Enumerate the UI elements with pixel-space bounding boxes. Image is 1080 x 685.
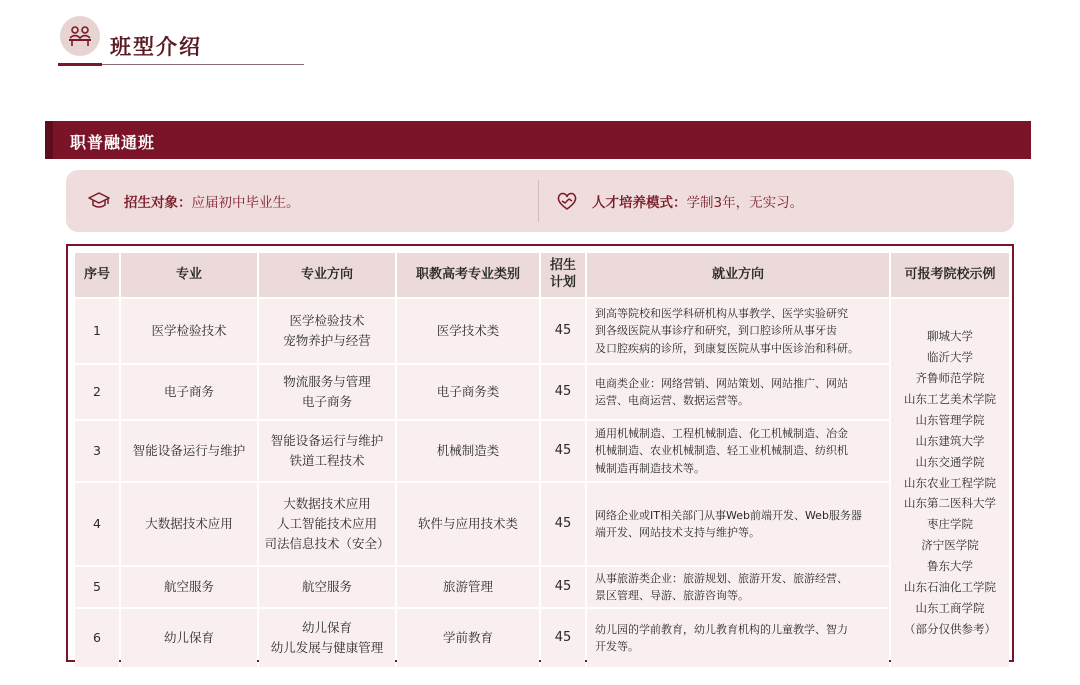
enrollment-target [88, 190, 300, 212]
heart-hands-icon [556, 190, 578, 212]
section-header [58, 14, 304, 70]
exam-category: 旅游管理 [397, 567, 539, 607]
major-directions [259, 483, 395, 565]
header-enrollment-plan-text [547, 258, 579, 292]
major-name: 航空服务 [121, 567, 257, 607]
banner-marker [45, 121, 53, 159]
exam-category: 机械制造类 [397, 421, 539, 481]
exam-category: 电子商务类 [397, 365, 539, 419]
employment-line: 景区管理、导游、旅游咨询等。 [595, 589, 749, 602]
employment-line: 电商类企业：网络营销、网站策划、网站推广、网站 [595, 376, 848, 390]
employment-direction [587, 483, 889, 565]
employment-direction [587, 299, 889, 363]
header-plan-line: 计划 [549, 275, 576, 290]
college-name: 临沂大学 [927, 350, 973, 364]
target-value: 应届初中毕业生。 [191, 195, 300, 211]
major-directions [259, 609, 395, 667]
direction-line: 宠物养护与经营 [283, 333, 371, 348]
table-row [75, 483, 1009, 565]
majors-table [73, 251, 1011, 669]
header-enrollment-plan [541, 253, 585, 297]
exam-category: 医学技术类 [397, 299, 539, 363]
employment-line: 运营、电商运营、数据运营等。 [595, 394, 749, 407]
training-mode [556, 190, 803, 212]
page-title: 班型介绍 [110, 35, 202, 59]
direction-line: 铁道工程技术 [289, 453, 365, 468]
employment-line: 从事旅游类企业：旅游规划、旅游开发、旅游经营、 [595, 571, 848, 585]
employment-line: 到高等院校和医学科研机构从事教学、医学实验研究 [595, 307, 848, 321]
header-exam-category: 职教高考专业类别 [397, 253, 539, 297]
exam-category: 软件与应用技术类 [397, 483, 539, 565]
table-row [75, 421, 1009, 481]
college-name: 济宁医学院 [921, 538, 979, 553]
college-name: （部分仅供参考） [904, 621, 996, 636]
enrollment-plan: 45 [541, 365, 585, 419]
exam-category: 学前教育 [397, 609, 539, 667]
college-name: 山东农业工程学院 [904, 475, 996, 490]
table-row [75, 567, 1009, 607]
employment-direction [587, 609, 889, 667]
college-name: 山东交通学院 [915, 454, 985, 469]
college-name: 齐鲁师范学院 [915, 370, 985, 385]
row-index: 4 [75, 483, 119, 565]
employment-line: 端开发、网站技术支持与维护等。 [595, 526, 760, 539]
college-name: 山东工商学院 [915, 601, 985, 616]
employment-direction [587, 421, 889, 481]
header-index: 序号 [75, 253, 119, 297]
employment-direction [587, 567, 889, 607]
enrollment-plan: 45 [541, 609, 585, 667]
employment-line: 开发等。 [595, 640, 639, 653]
direction-line: 航空服务 [301, 579, 352, 594]
college-name: 山东管理学院 [915, 412, 985, 427]
employment-line: 网络企业或IT相关部门从事Web前端开发、Web服务器 [595, 508, 862, 522]
enrollment-plan: 45 [541, 483, 585, 565]
header-employment: 就业方向 [587, 253, 889, 297]
direction-line: 电子商务 [301, 394, 352, 409]
direction-line: 医学检验技术 [289, 313, 365, 328]
table-row [75, 299, 1009, 363]
target-label: 招生对象： [124, 195, 192, 211]
major-directions [259, 567, 395, 607]
direction-line: 司法信息技术（安全） [264, 536, 390, 551]
college-name: 鲁东大学 [927, 559, 973, 574]
enrollment-plan: 45 [541, 299, 585, 363]
major-name: 医学检验技术 [121, 299, 257, 363]
employment-line: 及口腔疾病的诊所，到康复医院从事中医诊治和科研。 [595, 341, 859, 355]
college-name: 山东建筑大学 [915, 433, 985, 448]
header-plan-line: 招生 [549, 258, 576, 274]
row-index: 5 [75, 567, 119, 607]
employment-line: 械制造再制造技术等。 [595, 461, 705, 475]
major-name: 幼儿保育 [121, 609, 257, 667]
table-row [75, 609, 1009, 667]
major-name: 电子商务 [121, 365, 257, 419]
enrollment-plan: 45 [541, 567, 585, 607]
header-major: 专业 [121, 253, 257, 297]
enrollment-info-panel [66, 170, 1014, 232]
college-name: 山东第二医科大学 [904, 496, 996, 511]
row-index: 3 [75, 421, 119, 481]
graduation-cap-icon [88, 190, 110, 212]
direction-line: 幼儿保育 [301, 620, 352, 635]
row-index: 1 [75, 299, 119, 363]
employment-line: 幼儿园的学前教育，幼儿教育机构的儿童教学、智力 [595, 622, 848, 636]
college-examples [891, 299, 1009, 667]
row-index: 6 [75, 609, 119, 667]
direction-line: 智能设备运行与维护 [270, 433, 384, 448]
major-name: 智能设备运行与维护 [121, 421, 257, 481]
header-direction: 专业方向 [259, 253, 395, 297]
class-type-title: 职普融通班 [70, 133, 156, 152]
table-header-row [75, 253, 1009, 297]
mode-label: 人才培养模式： [592, 195, 687, 211]
college-name: 山东工艺美术学院 [904, 391, 996, 406]
row-index: 2 [75, 365, 119, 419]
direction-line: 大数据技术应用 [283, 496, 371, 511]
direction-line: 幼儿发展与健康管理 [270, 640, 384, 655]
major-directions [259, 299, 395, 363]
employment-direction [587, 365, 889, 419]
table-row [75, 365, 1009, 419]
major-name: 大数据技术应用 [121, 483, 257, 565]
college-name: 山东石油化工学院 [904, 580, 996, 595]
header-colleges: 可报考院校示例 [891, 253, 1009, 297]
major-directions [259, 365, 395, 419]
info-divider [538, 180, 539, 222]
major-directions [259, 421, 395, 481]
college-name: 聊城大学 [927, 329, 973, 344]
majors-table-frame [66, 244, 1014, 662]
college-name: 枣庄学院 [927, 517, 973, 532]
mode-value: 学制3年，无实习。 [686, 195, 804, 211]
classroom-icon [60, 16, 100, 56]
direction-line: 物流服务与管理 [283, 374, 371, 389]
enrollment-plan: 45 [541, 421, 585, 481]
title-underline-accent [58, 63, 102, 66]
class-type-banner [45, 121, 1031, 159]
employment-line: 机械制造、农业机械制造、轻工业机械制造、纺织机 [595, 444, 848, 458]
employment-line: 通用机械制造、工程机械制造、化工机械制造、冶金 [595, 427, 848, 441]
employment-line: 到各级医院从事诊疗和研究，到口腔诊所从事牙齿 [595, 324, 837, 338]
direction-line: 人工智能技术应用 [276, 516, 377, 531]
